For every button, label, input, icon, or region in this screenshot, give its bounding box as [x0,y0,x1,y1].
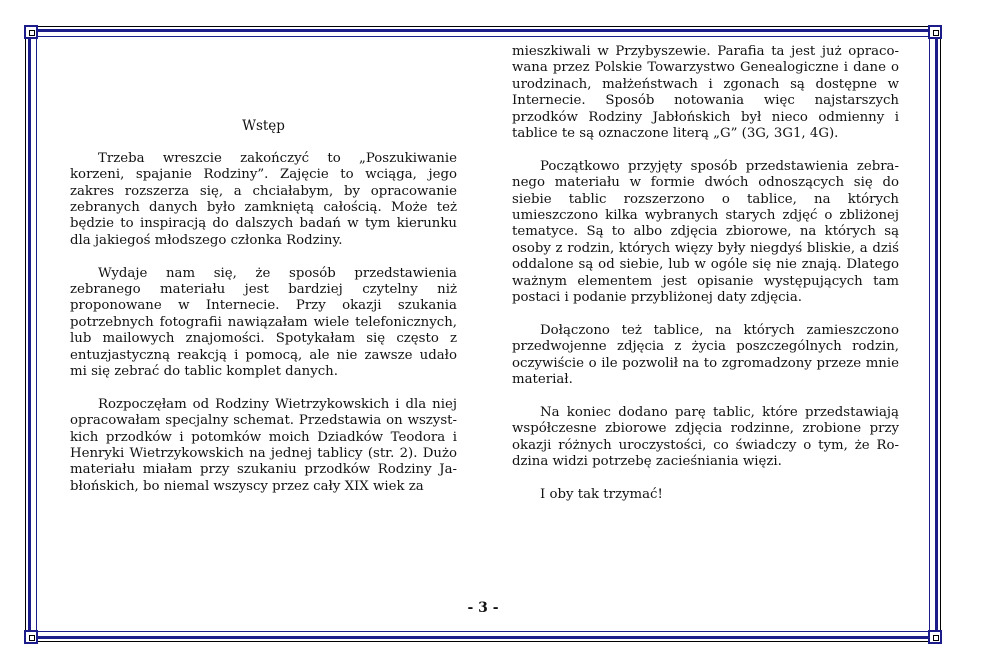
left-column [70,118,457,512]
page-number: - 3 - [467,600,499,616]
frame-corner-ornament [928,25,942,39]
frame-corner-ornament [24,630,38,644]
paragraph: Trzeba wreszcie zakończyć to „Poszukiwanie korzeni, spajanie Rodziny”. Zajęcie to wciąga, jego zakres rozszerza się, a chciałabym, by opracowanie zebranych danych było zamkniętą całością. Może też będzie to inspiracją do dalszych badań w tym kierunku dla jakiegoś młodszego członka Rodziny. [70,150,457,248]
paragraph: Wydaje nam się, że sposób przedstawienia zebranego materiału jest bardziej czytelny niż proponowane w Internecie. Przy okazji szukania potrzebnych fotografii nawiązałam wiele telefonicznych, lub mailowych znajomości. Spotykałam się często z entuzjastyczną reakcją i pomocą, ale nie zawsze udało mi się zebrać do tablic komplet danych. [70,265,457,380]
paragraph: Rozpoczęłam od Rodziny Wietrzykowskich i dla niej opracowałam specjalny schemat. Przedstawia on wszystkich przodków i potomków moich Dziadków Teodora i Henryki Wietrzykowskich na jednej tablicy (str. 2). Dużo materiału miałam przy szukaniu przodków Rodziny Jabłońskich, bo niemal wszyscy przez cały XIX wiek za [70,396,457,494]
paragraph-continuation: mieszkiwali w Przybyszewie. Parafia ta jest już opracowana przez Polskie Towarzystwo Genealogiczne i dane o urodzinach, małżeństwach i zgonach są dostępne w Internecie. Sposób notowania więc najstarszych przodków Rodziny Jabłońskich był nieco odmienny i tablice te są oznaczone literą „G” (3G, 3G1, 4G). [512,44,899,142]
right-column [512,44,899,520]
frame-corner-ornament [24,25,38,39]
paragraph: Początkowo przyjęty sposób przedstawienia zebranego materiału w formie dwóch odnoszących się do siebie tablic rozszerzono o tablice, na których umieszczono kilka wybranych starych zdjęć o zbliżonej tematyce. Są to albo zdjęcia zbiorowe, na których są osoby z rodzin, których więzy były niegdyś bliskie, a dziś oddalone są od siebie, lub w ogóle się nie znają. Dlatego ważnym elementem jest opisanie występujących tam postaci i podanie przybliżonej daty zdjęcia. [512,158,899,306]
page-title: Wstęp [242,118,285,134]
paragraph: Na koniec dodano parę tablic, które przedstawiają współczesne zbiorowe zdjęcia rodzinne, zrobione przy okazji różnych uroczystości, co świadczy o tym, że Rodzina widzi potrzebę zacieśniania więzi. [512,404,899,470]
paragraph: Dołączono też tablice, na których zamieszczono przedwojenne zdjęcia z życia poszczególnych rodzin, oczywiście o ile pozwolił na to zgromadzony przeze mnie materiał. [512,322,899,388]
frame-corner-ornament [928,630,942,644]
paragraph: I oby tak trzymać! [540,486,663,502]
